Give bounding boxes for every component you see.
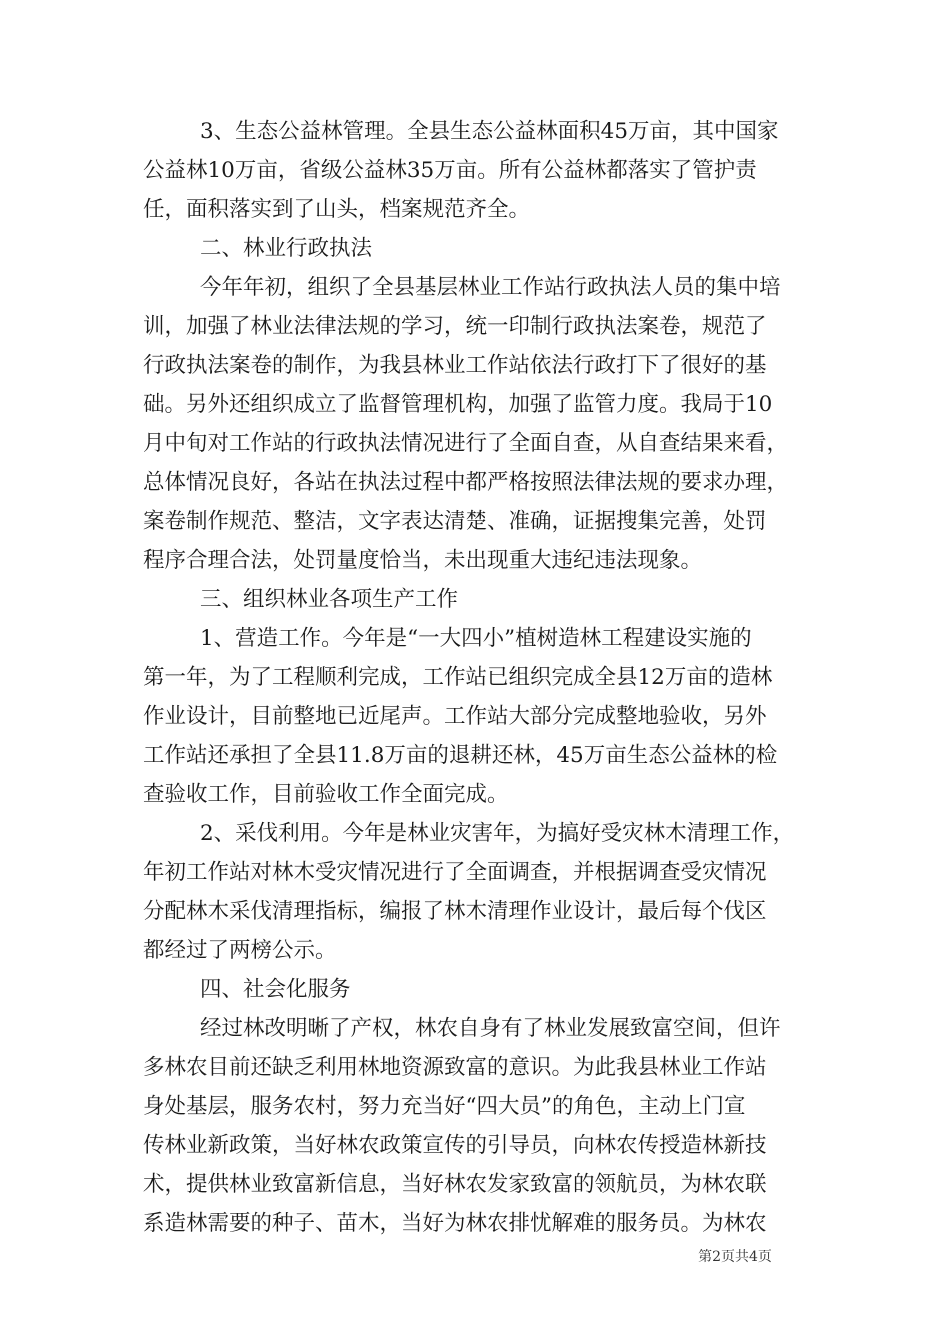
text-line: 查验收工作，目前验收工作全面完成。 bbox=[143, 782, 509, 807]
text-line: 案卷制作规范、整洁，文字表达清楚、准确，证据搜集完善，处罚 bbox=[143, 509, 767, 534]
text-line: 三、组织林业各项生产工作 bbox=[200, 587, 459, 612]
text-line: 公益林10万亩，省级公益林35万亩。所有公益林都落实了管护责 bbox=[143, 158, 757, 183]
document-body bbox=[143, 112, 823, 1243]
text-line: 础。另外还组织成立了监督管理机构，加强了监管力度。我局于10 bbox=[143, 392, 773, 417]
text-line: 总体情况良好，各站在执法过程中都严格按照法律法规的要求办理， bbox=[143, 470, 789, 495]
text-line: 3、生态公益林管理。全县生态公益林面积45万亩，其中国家 bbox=[200, 119, 779, 144]
text-line: 二、林业行政执法 bbox=[200, 236, 373, 261]
text-line: 第一年，为了工程顺利完成，工作站已组织完成全县12万亩的造林 bbox=[143, 665, 773, 690]
text-line: 训，加强了林业法律法规的学习，统一印制行政执法案卷，规范了 bbox=[143, 314, 767, 339]
text-line: 2、采伐利用。今年是林业灾害年，为搞好受灾林木清理工作， bbox=[200, 821, 795, 846]
text-line: 月中旬对工作站的行政执法情况进行了全面自查，从自查结果来看， bbox=[143, 431, 789, 456]
text-line: 身处基层，服务农村，努力充当好“四大员”的角色，主动上门宣 bbox=[143, 1094, 746, 1119]
text-line: 工作站还承担了全县11.8万亩的退耕还林，45万亩生态公益林的检 bbox=[143, 743, 778, 768]
text-line: 传林业新政策，当好林农政策宣传的引导员，向林农传授造林新技 bbox=[143, 1133, 767, 1158]
text-line: 分配林木采伐清理指标，编报了林木清理作业设计，最后每个伐区 bbox=[143, 899, 767, 924]
text-line: 作业设计，目前整地已近尾声。工作站大部分完成整地验收，另外 bbox=[143, 704, 767, 729]
text-line: 年初工作站对林木受灾情况进行了全面调查，并根据调查受灾情况 bbox=[143, 860, 767, 885]
text-line: 行政执法案卷的制作，为我县林业工作站依法行政打下了很好的基 bbox=[143, 353, 767, 378]
text-line: 任，面积落实到了山头，档案规范齐全。 bbox=[143, 197, 531, 222]
text-line: 经过林改明晰了产权，林农自身有了林业发展致富空间，但许 bbox=[200, 1016, 781, 1041]
text-line: 系造林需要的种子、苗木，当好为林农排忧解难的服务员。为林农 bbox=[143, 1211, 767, 1236]
text-line: 今年年初，组织了全县基层林业工作站行政执法人员的集中培 bbox=[200, 275, 781, 300]
text-line: 程序合理合法，处罚量度恰当，未出现重大违纪违法现象。 bbox=[143, 548, 703, 573]
text-line: 1、营造工作。今年是“一大四小”植树造林工程建设实施的 bbox=[200, 626, 752, 651]
text-line: 术，提供林业致富新信息，当好林农发家致富的领航员，为林农联 bbox=[143, 1172, 767, 1197]
text-line: 都经过了两榜公示。 bbox=[143, 938, 337, 963]
page-number: 第2页共4页 bbox=[698, 1249, 772, 1265]
text-line: 四、社会化服务 bbox=[200, 977, 351, 1002]
text-line: 多林农目前还缺乏利用林地资源致富的意识。为此我县林业工作站 bbox=[143, 1055, 767, 1080]
